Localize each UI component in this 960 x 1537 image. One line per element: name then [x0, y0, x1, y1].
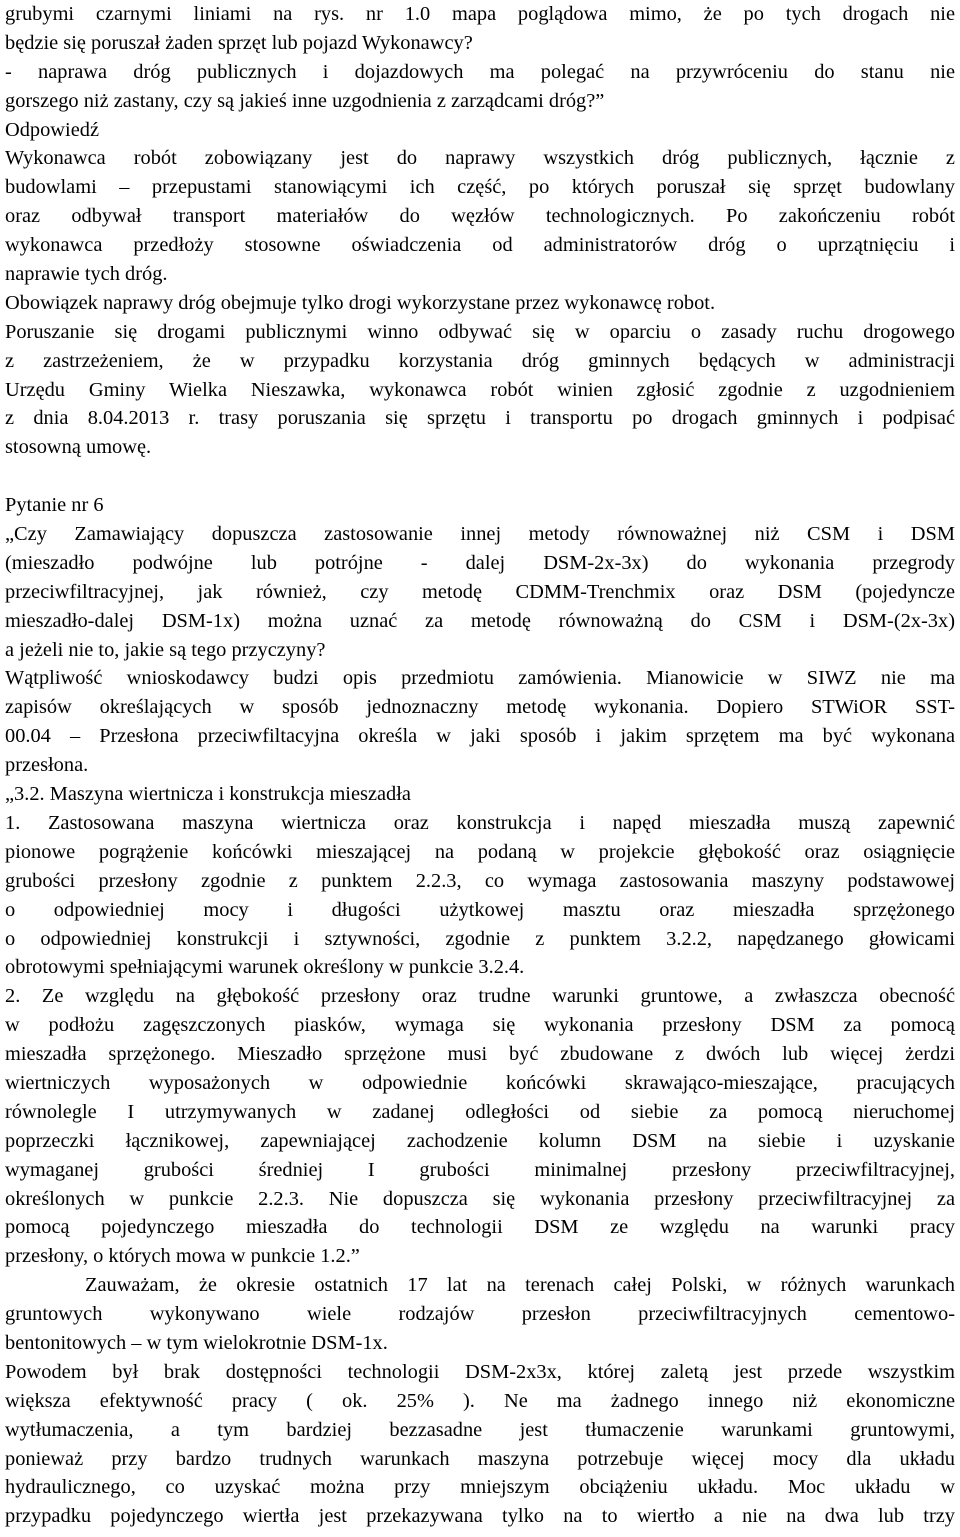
- text-line: budowlami – przepustami stanowiącymi ich część, po których poruszał się sprzęt budowlany: [5, 176, 955, 199]
- text-line: większa efektywność pracy ( ok. 25% ). Ne ma żadnego innego niż ekonomiczne: [5, 1389, 955, 1412]
- text-line: mieszadła sprzężonego. Mieszadło sprzężone musi być zbudowane z dwóch lub więcej żerdzi: [5, 1043, 955, 1066]
- text-line: 1. Zastosowana maszyna wiertnicza oraz konstrukcja i napęd mieszadła muszą zapewnić: [5, 811, 955, 834]
- text-line: przesłony, o których mowa w punkcie 1.2.”: [5, 1245, 360, 1268]
- text-line: - naprawa dróg publicznych i dojazdowych ma polegać na przywróceniu do stanu nie: [5, 60, 955, 83]
- text-line: Powodem był brak dostępności technologii DSM-2x3x, której zaletą jest przede wszystkim: [5, 1360, 955, 1383]
- text-line: a jeżeli nie to, jakie są tego przyczyny?: [5, 638, 326, 661]
- text-line: Pytanie nr 6: [5, 494, 104, 517]
- text-line: mieszadło-dalej DSM-1x) można uznać za metodę równoważną do CSM i DSM-(2x-3x): [5, 609, 955, 632]
- text-line: pomocą pojedynczego mieszadła do technologii DSM ze względu na warunki pracy: [5, 1216, 955, 1239]
- text-line: pionowe pogrążenie końcówki mieszającej na podaną w projekcie głębokość oraz osiągnięcie: [5, 840, 955, 863]
- text-line: wiertniczych wyposażonych w odpowiednie końcówki skrawająco-mieszające, pracujących: [5, 1071, 955, 1094]
- text-line: 2. Ze względu na głębokość przesłony oraz trudne warunki gruntowe, a zwłaszcza obecność: [5, 985, 955, 1008]
- text-line: równolegle I utrzymywanych w zadanej odległości od siebie za pomocą nieruchomej: [5, 1100, 955, 1123]
- text-line: o odpowiedniej konstrukcji i sztywności, zgodnie z punktem 3.2.2, napędzanego głowicami: [5, 927, 955, 950]
- text-line: przeciwfiltracyjnej, jak również, czy metodę CDMM-Trenchmix oraz DSM (pojedyncze: [5, 580, 955, 603]
- text-line: Urzędu Gminy Wielka Nieszawka, wykonawca robót winien zgłosić zgodnie z uzgodnieniem: [5, 378, 955, 401]
- document-page: [5, 0, 955, 1531]
- text-line: naprawie tych dróg.: [5, 263, 168, 286]
- text-line: Obowiązek naprawy dróg obejmuje tylko drogi wykorzystane przez wykonawcę robot.: [5, 291, 716, 314]
- text-line: o odpowiedniej mocy i długości użytkowej masztu oraz mieszadła sprzężonego: [5, 898, 955, 921]
- text-line: zapisów określających w sposób jednoznaczny metodę wykonania. Dopiero STWiOR SST-: [5, 696, 955, 719]
- text-line: gruntowych wykonywano wiele rodzajów przesłon przeciwfiltracyjnych cementowo-: [5, 1303, 955, 1326]
- text-line: „Czy Zamawiający dopuszcza zastosowanie innej metody równoważnej niż CSM i DSM: [5, 523, 955, 546]
- text-line: 00.04 – Przesłona przeciwfiltacyjna określa w jaki sposób i jakim sprzętem ma być wykonana: [5, 725, 955, 748]
- text-line: przesłona.: [5, 754, 89, 777]
- text-line: z zastrzeżeniem, że w przypadku korzystania dróg gminnych będących w administracji: [5, 349, 955, 372]
- text-line: ponieważ przy bardzo trudnych warunkach maszyna potrzebuje więcej mocy dla układu: [5, 1447, 955, 1470]
- text-line: stosowną umowę.: [5, 436, 152, 459]
- text-line: poprzeczki łącznikowej, zapewniającej zachodzenie kolumn DSM na siebie i uzyskanie: [5, 1129, 955, 1152]
- text-line: będzie się poruszał żaden sprzęt lub pojazd Wykonawcy?: [5, 31, 473, 54]
- text-line: hydraulicznego, co uzyskać można przy mniejszym obciążeniu układu. Moc układu w: [5, 1476, 955, 1499]
- text-line: Poruszanie się drogami publicznymi winno odbywać się w oparciu o zasady ruchu drogowego: [5, 320, 955, 343]
- text-line: Odpowiedź: [5, 118, 99, 141]
- text-line: Zauważam, że okresie ostatnich 17 lat na terenach całej Polski, w różnych warunkach: [85, 1274, 955, 1297]
- text-line: wymaganej grubości średniej I grubości minimalnej przesłony przeciwfiltracyjnej,: [5, 1158, 955, 1181]
- blank-line: [5, 462, 955, 491]
- text-line: grubości przesłony zgodnie z punktem 2.2.3, co wymaga zastosowania maszyny podstawowej: [5, 869, 955, 892]
- text-line: „3.2. Maszyna wiertnicza i konstrukcja mieszadła: [5, 783, 411, 806]
- text-line: określonych w punkcie 2.2.3. Nie dopuszcza się wykonania przesłony przeciwfiltracyjnej za: [5, 1187, 955, 1210]
- text-line: przypadku pojedynczego wiertła jest przekazywana tylko na to wiertło a nie na dwa lub trzy: [5, 1505, 955, 1528]
- text-line: oraz odbywał transport materiałów do węzłów technologicznych. Po zakończeniu robót: [5, 205, 955, 228]
- text-line: bentonitowych – w tym wielokrotnie DSM-1x.: [5, 1331, 388, 1354]
- text-line: z dnia 8.04.2013 r. trasy poruszania się sprzętu i transportu po drogach gminnych i podpisać: [5, 407, 955, 430]
- text-line: grubymi czarnymi liniami na rys. nr 1.0 mapa poglądowa mimo, że po tych drogach nie: [5, 3, 955, 25]
- text-line: Wykonawca robót zobowiązany jest do naprawy wszystkich dróg publicznych, łącznie z: [5, 147, 955, 170]
- text-line: Wątpliwość wnioskodawcy budzi opis przedmiotu zamówienia. Mianowicie w SIWZ nie ma: [5, 667, 955, 690]
- text-line: obrotowymi spełniającymi warunek określony w punkcie 3.2.4.: [5, 956, 525, 979]
- text-line: (mieszadło podwójne lub potrójne - dalej DSM-2x-3x) do wykonania przegrody: [5, 551, 955, 574]
- document-body: [5, 0, 955, 1531]
- text-line: gorszego niż zastany, czy są jakieś inne uzgodnienia z zarządcami dróg?”: [5, 89, 605, 112]
- text-line: wykonawca przedłoży stosowne oświadczenia od administratorów dróg o uprzątnięciu i: [5, 234, 955, 257]
- text-line: wytłumaczenia, a tym bardziej bezzasadne jest tłumaczenie warunkami gruntowymi,: [5, 1418, 955, 1441]
- text-line: w podłożu zagęszczonych piasków, wymaga się wykonania przesłony DSM za pomocą: [5, 1014, 955, 1037]
